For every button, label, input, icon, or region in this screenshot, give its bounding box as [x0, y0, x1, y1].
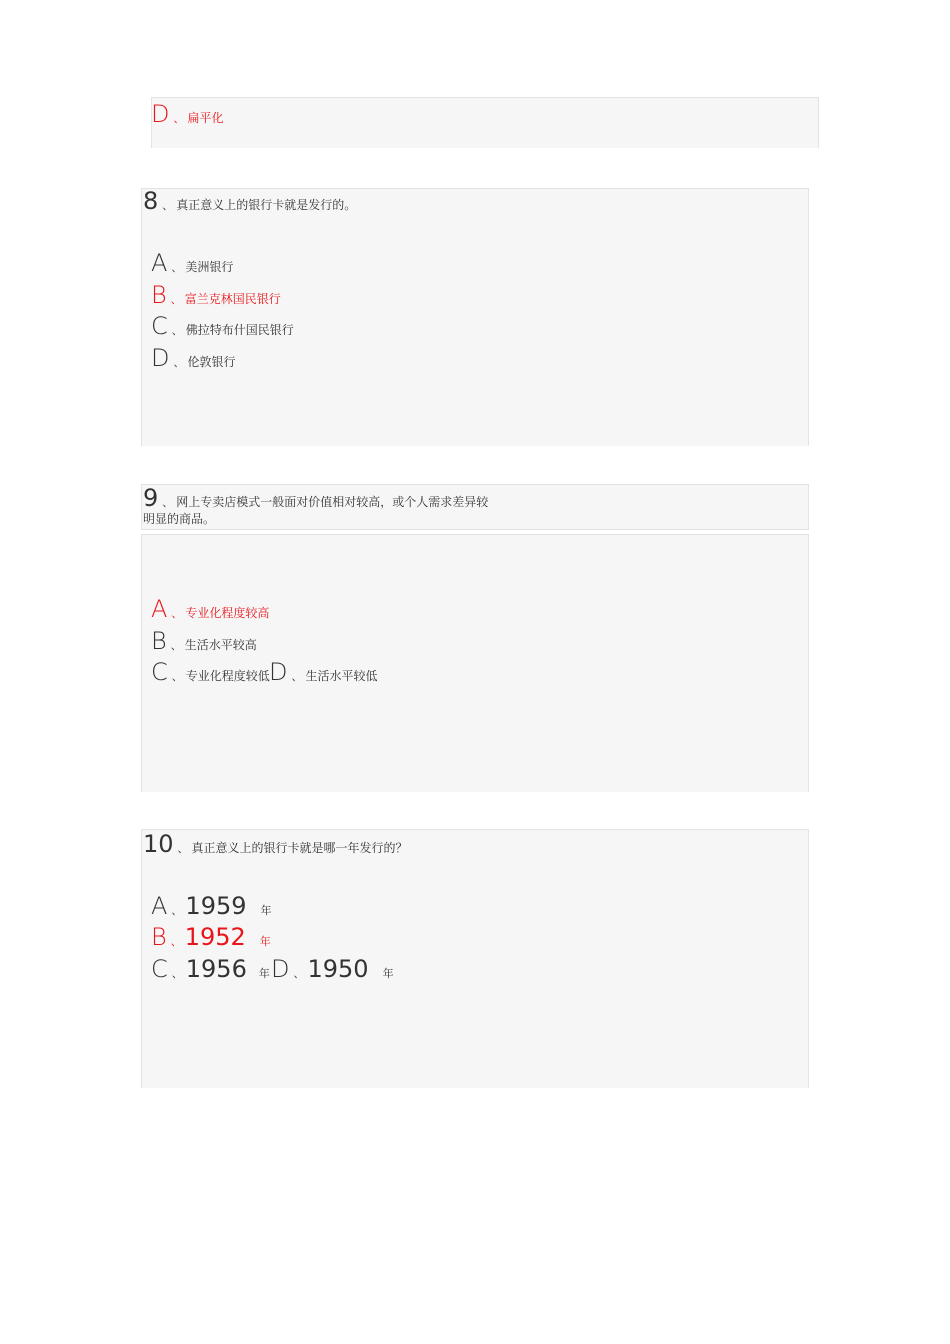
option-letter: C	[151, 955, 168, 983]
option-letter: C	[151, 312, 168, 340]
question-10-prompt	[143, 830, 408, 858]
option-text: 扁平化	[187, 111, 224, 125]
option-letter: B	[151, 627, 167, 655]
question-text: 真正意义上的银行卡就是发行的。	[176, 198, 357, 212]
question-text-line1: 网上专卖店模式一般面对价值相对较高，或个人需求差异较	[176, 495, 489, 509]
option-text: 生活水平较低	[305, 669, 378, 683]
option-letter: C	[151, 658, 168, 686]
option-text: 专业化程度较低	[185, 669, 270, 683]
option-year: 1956	[185, 955, 247, 983]
option-year: 1959	[185, 892, 247, 920]
option-letter: A	[151, 595, 168, 623]
option-separator: 、	[171, 670, 183, 683]
option-letter: D	[269, 658, 288, 686]
option-letter: D	[151, 100, 170, 128]
question-8-option-d[interactable]	[151, 344, 236, 372]
option-year-unit: 年	[258, 967, 270, 980]
option-letter: D	[151, 344, 170, 372]
question-9-prompt-line2: 明显的商品。	[143, 512, 216, 526]
question-number: 8	[143, 187, 159, 215]
option-year: 1952	[184, 923, 246, 951]
question-9-option-c[interactable]	[151, 658, 270, 686]
option-separator: 、	[171, 967, 183, 980]
question-10-option-a[interactable]	[151, 892, 272, 920]
question-9-option-d[interactable]	[269, 658, 378, 686]
option-text: 生活水平较高	[184, 638, 257, 652]
option-separator: 、	[171, 261, 183, 274]
question-10-option-c[interactable]	[151, 955, 270, 983]
option-letter: B	[151, 923, 167, 951]
option-text: 佛拉特布什国民银行	[185, 323, 294, 337]
option-separator: 、	[170, 935, 182, 948]
option-separator: 、	[291, 670, 303, 683]
option-text: 美洲银行	[185, 260, 234, 274]
option-letter: D	[271, 955, 290, 983]
option-text: 富兰克林国民银行	[184, 292, 281, 306]
option-separator: 、	[171, 904, 183, 917]
option-separator: 、	[170, 293, 182, 306]
question-10-option-d[interactable]	[271, 955, 394, 983]
question-8-prompt	[143, 187, 356, 215]
option-separator: 、	[173, 356, 185, 369]
question-separator: 、	[162, 199, 174, 212]
question-10-option-b[interactable]	[151, 923, 271, 951]
option-text: 专业化程度较高	[185, 606, 270, 620]
question-text: 真正意义上的银行卡就是哪一年发行的？	[191, 841, 408, 855]
question-9-option-b[interactable]	[151, 627, 257, 655]
question-8-option-a[interactable]	[151, 249, 233, 277]
question-separator: 、	[162, 496, 174, 509]
option-separator: 、	[171, 324, 183, 337]
question-9-option-a[interactable]	[151, 595, 269, 623]
question-number: 10	[143, 830, 174, 858]
option-year-unit: 年	[260, 904, 272, 917]
option-letter: A	[151, 892, 168, 920]
option-text: 伦敦银行	[187, 355, 236, 369]
option-letter: B	[151, 281, 167, 309]
option-year-unit: 年	[382, 967, 394, 980]
question-8-option-c[interactable]	[151, 312, 294, 340]
option-separator: 、	[173, 112, 185, 125]
question-7-panel	[151, 97, 819, 148]
question-7-option-d[interactable]	[151, 100, 224, 128]
option-separator: 、	[171, 607, 183, 620]
question-separator: 、	[177, 842, 189, 855]
question-8-option-b[interactable]	[151, 281, 281, 309]
question-number: 9	[143, 484, 159, 512]
option-year-unit: 年	[259, 935, 271, 948]
option-year: 1950	[307, 955, 369, 983]
option-separator: 、	[170, 639, 182, 652]
option-letter: A	[151, 249, 168, 277]
question-9-prompt-line1	[143, 484, 488, 512]
option-separator: 、	[293, 967, 305, 980]
